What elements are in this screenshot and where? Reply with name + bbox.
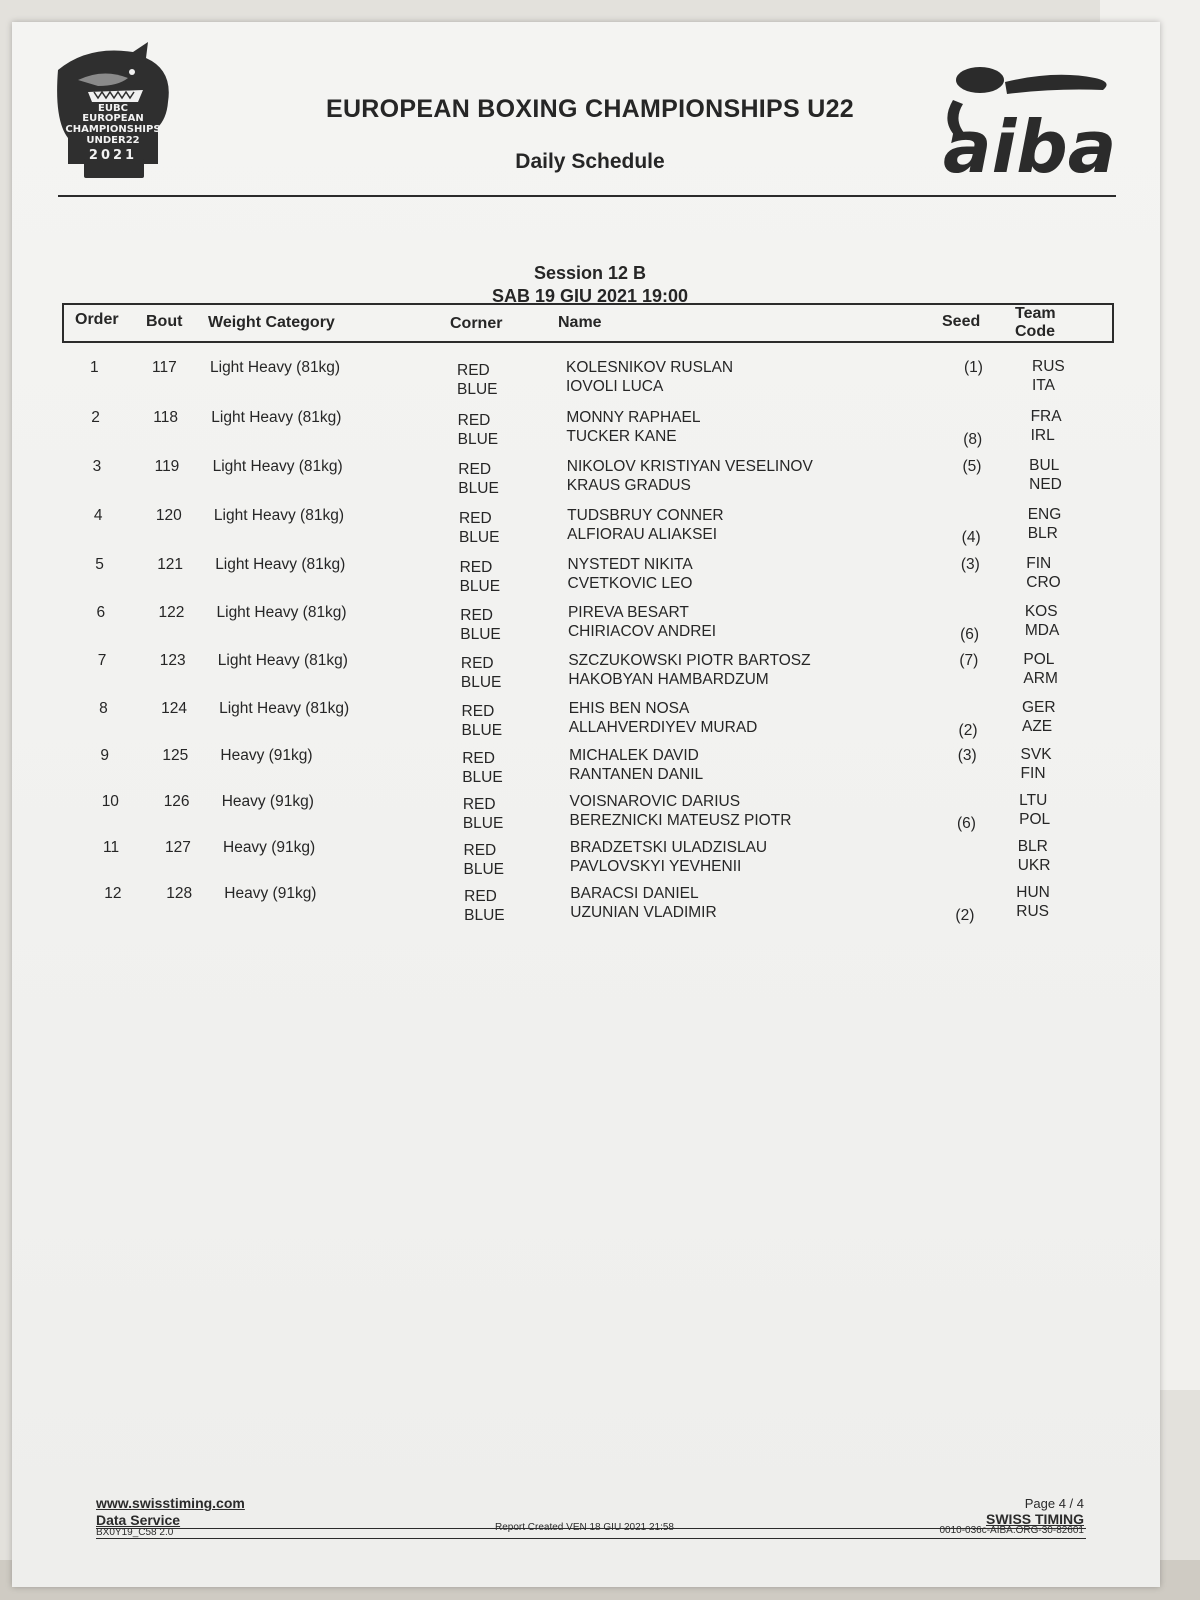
blue-corner-label: BLUE bbox=[463, 861, 504, 878]
blue-boxer-name: CHIRIACOV ANDREI bbox=[567, 623, 717, 640]
weight-category: Heavy (91kg) bbox=[224, 885, 317, 902]
red-corner-label: RED bbox=[458, 510, 492, 527]
red-seed: (5) bbox=[962, 458, 982, 475]
blue-team-code: FIN bbox=[1020, 765, 1046, 782]
blue-boxer-name: HAKOBYAN HAMBARDZUM bbox=[568, 671, 769, 688]
blue-team-code: AZE bbox=[1021, 718, 1053, 735]
red-team-code: POL bbox=[1023, 651, 1055, 668]
blue-boxer-name: RANTANEN DANIL bbox=[569, 766, 704, 783]
bout-number: 122 bbox=[158, 604, 185, 621]
bout-order: 3 bbox=[92, 458, 102, 475]
blue-seed: (8) bbox=[963, 431, 983, 448]
blue-corner-label: BLUE bbox=[460, 674, 502, 691]
bout-number: 121 bbox=[157, 556, 184, 573]
header-divider bbox=[58, 195, 1116, 197]
blue-corner-label: BLUE bbox=[457, 381, 498, 398]
red-team-code: ENG bbox=[1027, 506, 1062, 523]
blue-corner-label: BLUE bbox=[457, 431, 499, 448]
blue-team-code: UKR bbox=[1017, 857, 1051, 874]
red-team-code: BLR bbox=[1017, 838, 1048, 855]
footer-swiss-timing: SWISS TIMING bbox=[986, 1511, 1084, 1527]
blue-team-code: BLR bbox=[1027, 525, 1058, 542]
bout-number: 127 bbox=[165, 839, 191, 856]
col-bout: Bout bbox=[146, 313, 183, 330]
weight-category: Light Heavy (81kg) bbox=[215, 556, 346, 573]
red-boxer-name: TUDSBRUY CONNER bbox=[567, 507, 724, 524]
footer-ref-code: 0010-036c-AIBA.ORG-30-82601 bbox=[939, 1525, 1084, 1536]
bout-number: 117 bbox=[152, 359, 177, 376]
bout-order: 10 bbox=[101, 793, 119, 810]
red-corner-label: RED bbox=[462, 796, 496, 813]
footer-rule-lower bbox=[96, 1538, 1086, 1539]
blue-boxer-name: BEREZNICKI MATEUSZ PIOTR bbox=[569, 812, 792, 829]
bout-number: 123 bbox=[159, 652, 186, 669]
aiba-wordmark: aiba bbox=[943, 105, 1117, 189]
col-team-code bbox=[1015, 305, 1056, 341]
footer-website: www.swisstiming.com bbox=[96, 1495, 245, 1511]
blue-boxer-name: UZUNIAN VLADIMIR bbox=[570, 904, 717, 921]
eubc-logo-text bbox=[58, 104, 168, 162]
bout-order: 4 bbox=[93, 507, 103, 524]
bout-number: 120 bbox=[155, 507, 182, 524]
weight-category: Light Heavy (81kg) bbox=[210, 359, 341, 376]
eubc-logo-line: CHAMPIONSHIPS bbox=[65, 124, 161, 135]
blue-seed: (4) bbox=[961, 529, 981, 546]
blue-corner-label: BLUE bbox=[462, 769, 503, 786]
blue-boxer-name: CVETKOVIC LEO bbox=[567, 575, 693, 592]
session-datetime: SAB 19 GIU 2021 19:00 bbox=[491, 286, 689, 306]
red-team-code: LTU bbox=[1019, 792, 1048, 809]
weight-category: Light Heavy (81kg) bbox=[219, 700, 350, 717]
red-team-code: FIN bbox=[1026, 555, 1052, 572]
blue-team-code: IRL bbox=[1030, 427, 1055, 444]
table-header bbox=[62, 303, 1114, 343]
col-weight-category: Weight Category bbox=[208, 314, 335, 331]
blue-boxer-name: ALLAHVERDIYEV MURAD bbox=[568, 719, 758, 736]
blue-team-code: ITA bbox=[1032, 377, 1055, 394]
bout-order: 5 bbox=[95, 556, 104, 573]
red-corner-label: RED bbox=[464, 888, 497, 905]
blue-corner-label: BLUE bbox=[458, 529, 500, 546]
red-seed: (1) bbox=[964, 359, 983, 376]
red-boxer-name: EHIS BEN NOSA bbox=[568, 700, 690, 717]
weight-category: Light Heavy (81kg) bbox=[213, 507, 344, 524]
blue-corner-label: BLUE bbox=[459, 578, 501, 595]
red-seed: (3) bbox=[960, 556, 980, 573]
blue-team-code: NED bbox=[1029, 476, 1062, 493]
blue-seed: (2) bbox=[955, 907, 975, 924]
footer-report-created: Report Created VEN 18 GIU 2021 21:58 bbox=[495, 1522, 674, 1533]
bout-order: 12 bbox=[104, 885, 122, 902]
blue-team-code: POL bbox=[1019, 811, 1051, 828]
document-subtitle: Daily Schedule bbox=[515, 150, 665, 173]
bout-number: 126 bbox=[163, 793, 190, 810]
bout-order: 1 bbox=[90, 359, 99, 376]
red-team-code: HUN bbox=[1016, 884, 1050, 901]
red-corner-label: RED bbox=[460, 655, 494, 672]
red-boxer-name: MONNY RAPHAEL bbox=[566, 409, 701, 426]
eubc-logo-line: EUBC bbox=[98, 103, 128, 114]
red-corner-label: RED bbox=[458, 461, 492, 478]
blue-boxer-name: IOVOLI LUCA bbox=[566, 378, 664, 395]
bout-order: 8 bbox=[99, 700, 108, 717]
footer-data-service: Data Service bbox=[96, 1512, 181, 1528]
blue-team-code: MDA bbox=[1024, 622, 1060, 639]
aiba-logo bbox=[935, 60, 1125, 190]
red-corner-label: RED bbox=[460, 607, 493, 624]
red-boxer-name: NYSTEDT NIKITA bbox=[567, 556, 693, 573]
footer-doc-code: BX0Y19_C58 2.0 bbox=[96, 1527, 174, 1538]
col-corner: Corner bbox=[450, 315, 503, 332]
bout-order: 6 bbox=[96, 604, 106, 621]
blue-team-code: CRO bbox=[1026, 574, 1061, 591]
red-team-code: KOS bbox=[1024, 603, 1058, 620]
bout-number: 124 bbox=[161, 700, 187, 717]
blue-boxer-name: ALFIORAU ALIAKSEI bbox=[567, 526, 718, 543]
red-corner-label: RED bbox=[461, 703, 495, 720]
col-team-code-line1: Team bbox=[1015, 305, 1056, 322]
red-corner-label: RED bbox=[462, 750, 495, 767]
session-name: Session 12 B bbox=[533, 263, 647, 283]
weight-category: Light Heavy (81kg) bbox=[217, 652, 348, 669]
bout-order: 7 bbox=[97, 652, 107, 669]
bout-number: 125 bbox=[162, 747, 189, 764]
bout-number: 128 bbox=[166, 885, 193, 902]
red-team-code: BUL bbox=[1029, 457, 1060, 474]
blue-corner-label: BLUE bbox=[458, 480, 499, 497]
blue-corner-label: BLUE bbox=[460, 626, 501, 643]
footer-page-number: Page 4 / 4 bbox=[1024, 1496, 1084, 1511]
red-team-code: RUS bbox=[1032, 358, 1065, 375]
blue-boxer-name: PAVLOVSKYI YEVHENII bbox=[569, 858, 742, 875]
red-team-code: SVK bbox=[1020, 746, 1052, 763]
weight-category: Light Heavy (81kg) bbox=[212, 458, 343, 475]
col-order: Order bbox=[75, 311, 119, 328]
red-team-code: FRA bbox=[1030, 408, 1062, 425]
weight-category: Heavy (91kg) bbox=[221, 793, 314, 810]
bout-order: 11 bbox=[103, 839, 120, 856]
red-team-code: GER bbox=[1021, 699, 1056, 716]
weight-category: Light Heavy (81kg) bbox=[216, 604, 347, 621]
weight-category: Heavy (91kg) bbox=[223, 839, 316, 856]
blue-team-code: ARM bbox=[1023, 670, 1058, 687]
blue-seed: (6) bbox=[956, 815, 976, 832]
weight-category: Light Heavy (81kg) bbox=[211, 409, 342, 426]
eubc-logo-line: EUROPEAN bbox=[82, 113, 144, 124]
red-corner-label: RED bbox=[459, 559, 493, 576]
red-corner-label: RED bbox=[457, 362, 490, 379]
bout-number: 118 bbox=[153, 409, 179, 426]
document-title: EUROPEAN BOXING CHAMPIONSHIPS U22 bbox=[325, 95, 855, 123]
red-boxer-name: NIKOLOV KRISTIYAN VESELINOV bbox=[566, 458, 813, 475]
col-team-code-line2: Code bbox=[1015, 323, 1055, 340]
blue-seed: (2) bbox=[958, 722, 978, 739]
red-seed: (3) bbox=[957, 747, 977, 764]
red-boxer-name: VOISNAROVIC DARIUS bbox=[569, 793, 741, 810]
red-boxer-name: SZCZUKOWSKI PIOTR BARTOSZ bbox=[568, 652, 811, 669]
red-corner-label: RED bbox=[457, 412, 491, 429]
red-corner-label: RED bbox=[463, 842, 497, 859]
blue-boxer-name: KRAUS GRADUS bbox=[566, 477, 691, 494]
blue-corner-label: BLUE bbox=[461, 722, 503, 739]
bout-number: 119 bbox=[154, 458, 180, 475]
red-boxer-name: PIREVA BESART bbox=[567, 604, 689, 621]
red-boxer-name: MICHALEK DAVID bbox=[569, 747, 699, 764]
red-boxer-name: BARACSI DANIEL bbox=[570, 885, 699, 902]
blue-seed: (6) bbox=[960, 626, 980, 643]
blue-corner-label: BLUE bbox=[464, 907, 505, 924]
bout-order: 9 bbox=[100, 747, 110, 764]
col-seed: Seed bbox=[942, 313, 981, 330]
session-info bbox=[390, 262, 790, 308]
bout-order: 2 bbox=[91, 409, 100, 426]
col-name: Name bbox=[558, 314, 602, 331]
red-seed: (7) bbox=[959, 652, 979, 669]
blue-boxer-name: TUCKER KANE bbox=[566, 428, 677, 445]
blue-corner-label: BLUE bbox=[462, 815, 504, 832]
eubc-logo-line: 2021 bbox=[88, 148, 138, 163]
red-boxer-name: BRADZETSKI ULADZISLAU bbox=[569, 839, 768, 856]
red-boxer-name: KOLESNIKOV RUSLAN bbox=[566, 359, 734, 376]
weight-category: Heavy (91kg) bbox=[220, 747, 313, 764]
eubc-logo-line: UNDER22 bbox=[86, 135, 140, 146]
blue-team-code: RUS bbox=[1016, 903, 1049, 920]
